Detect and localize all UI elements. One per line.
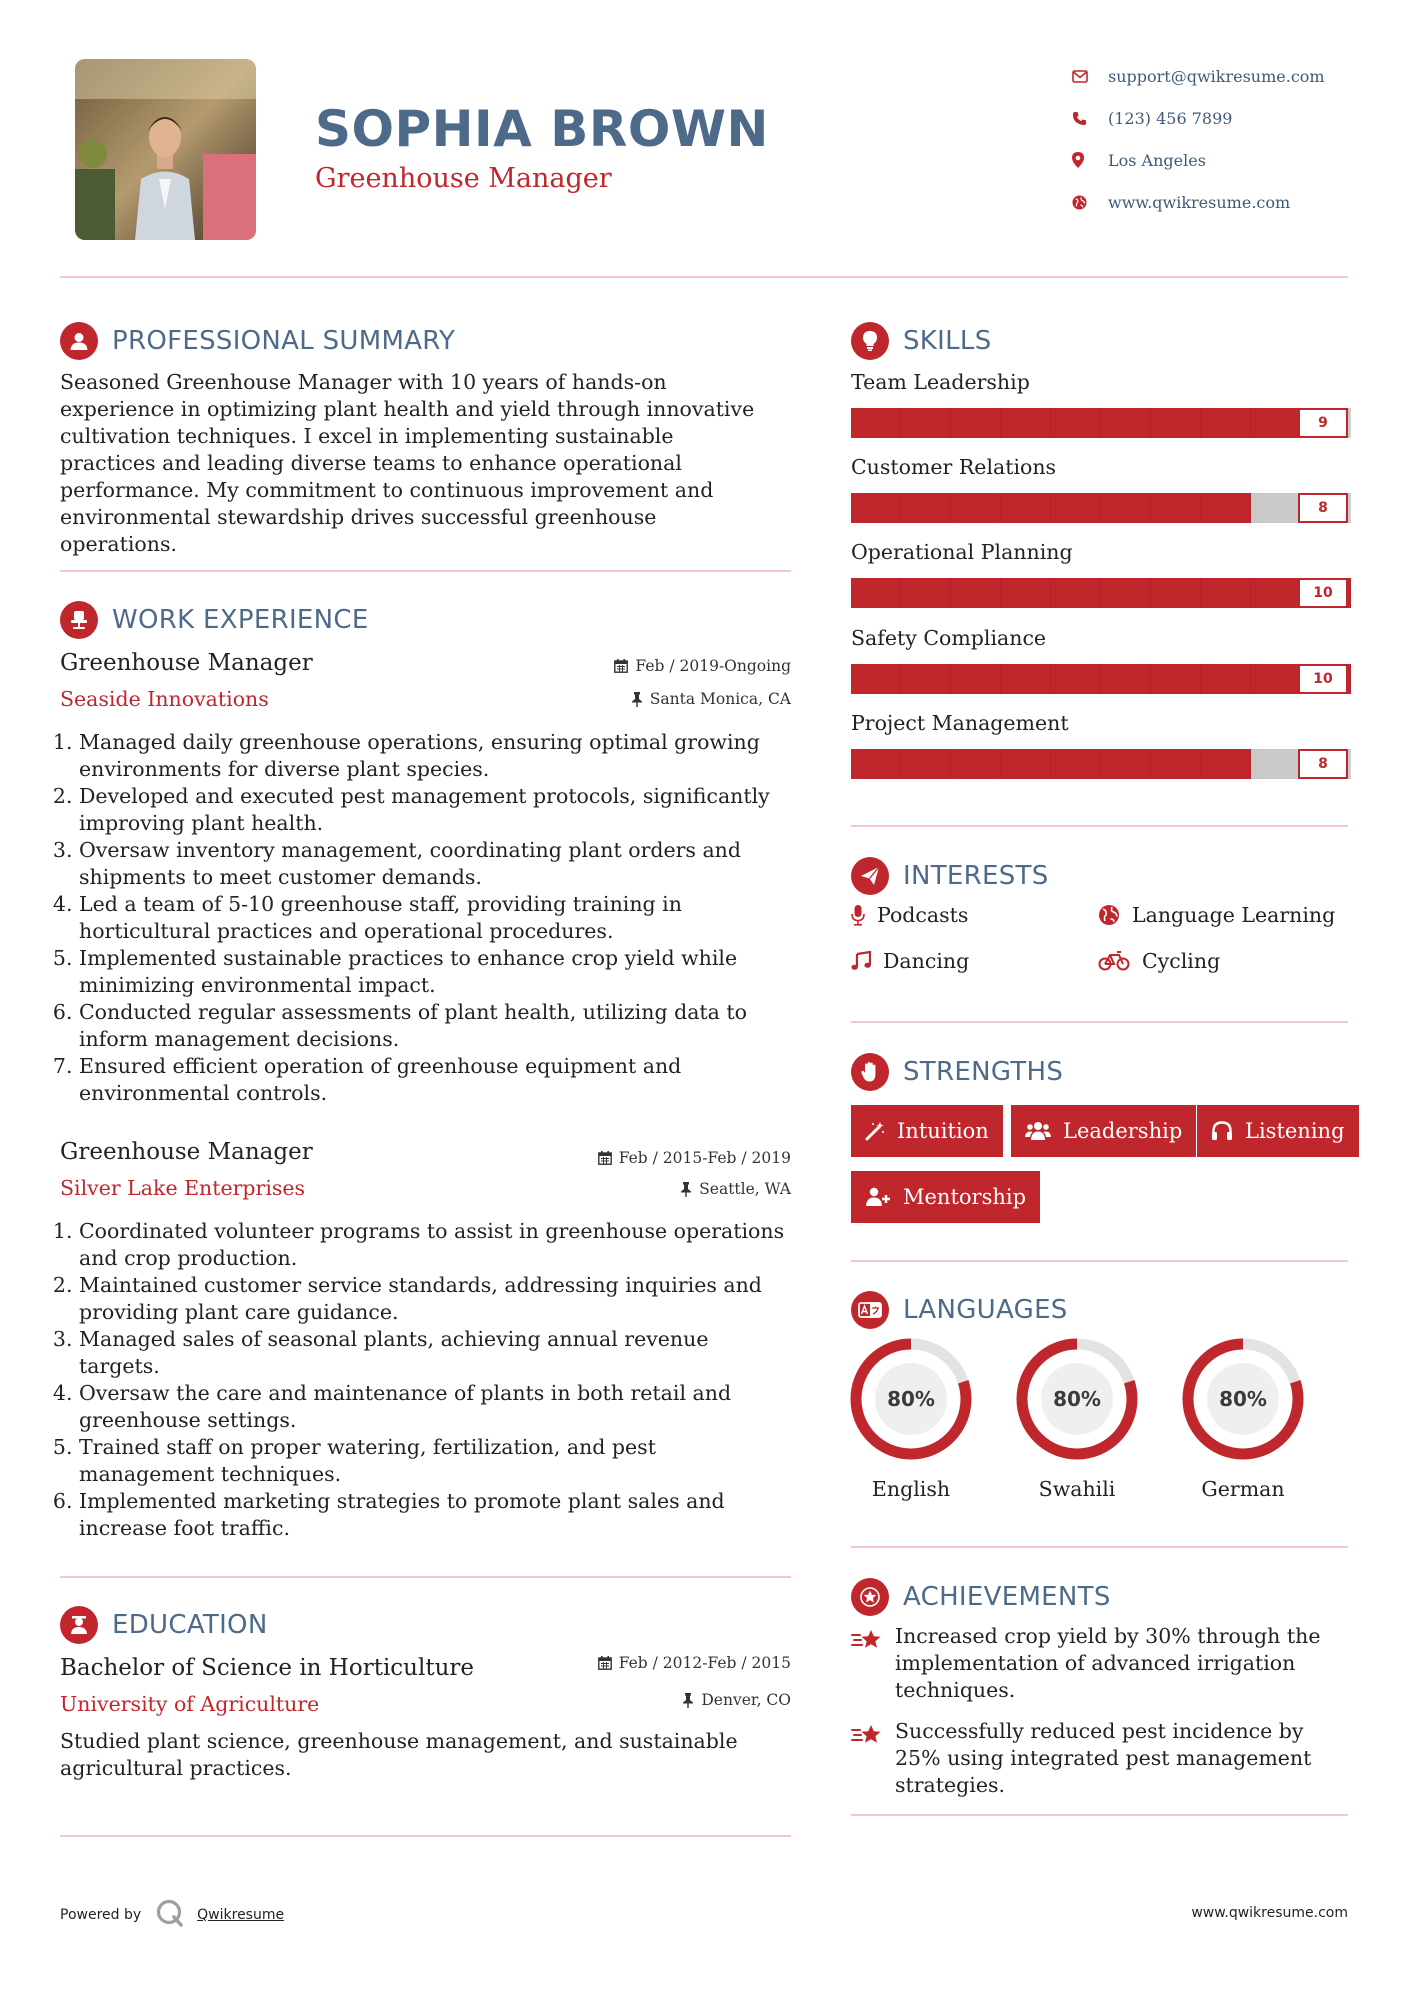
contact-phone[interactable]	[1072, 97, 1325, 139]
footer-powered-by	[60, 1898, 284, 1932]
skill-segment	[1001, 664, 1051, 694]
job-company: Silver Lake Enterprises	[60, 1176, 306, 1200]
skill-segment	[851, 664, 901, 694]
calendar-icon	[598, 1151, 612, 1165]
skill-segment	[851, 408, 901, 438]
language-label: English	[871, 1477, 951, 1501]
skill-segment	[1201, 493, 1251, 523]
section-title-summary: PROFESSIONAL SUMMARY	[60, 322, 455, 360]
skill-segment	[1051, 408, 1101, 438]
microphone-icon	[851, 904, 865, 926]
languages-divider	[851, 1546, 1348, 1548]
svg-text:80%: 80%	[887, 1387, 935, 1411]
skill-level: 9	[1298, 408, 1348, 438]
skill-segment	[1201, 664, 1251, 694]
language-item	[1181, 1337, 1305, 1501]
skill-segment	[1051, 578, 1101, 608]
strength-badge: Mentorship	[851, 1171, 1040, 1223]
globe-icon	[1072, 195, 1108, 210]
skill-segment	[1101, 578, 1151, 608]
language-item	[849, 1337, 973, 1501]
skill-segment	[1051, 749, 1101, 779]
user-icon	[60, 322, 98, 360]
experience-divider	[60, 1576, 791, 1578]
svg-text:80%: 80%	[1053, 1387, 1101, 1411]
strengths-divider	[851, 1260, 1348, 1262]
translate-icon	[851, 1291, 889, 1329]
strength-badge: Intuition	[851, 1105, 1003, 1157]
skill-segment	[851, 493, 901, 523]
skill-segment	[1051, 493, 1101, 523]
candidate-title: Greenhouse Manager	[315, 163, 612, 194]
skill-segment	[1201, 578, 1251, 608]
skill-bar	[851, 664, 1351, 694]
skill-segment	[951, 664, 1001, 694]
skill-segment	[1251, 408, 1301, 438]
skill-segment	[901, 408, 951, 438]
language-ring	[1015, 1337, 1139, 1461]
skill-segment	[1201, 408, 1251, 438]
skill-label: Team Leadership	[851, 370, 1030, 394]
skill-segment	[1101, 749, 1151, 779]
skill-segment	[901, 578, 951, 608]
achievements-divider	[851, 1814, 1348, 1816]
headphones-icon	[1211, 1121, 1233, 1141]
skill-level: 8	[1298, 493, 1348, 523]
list-item: 5. Trained staff on proper watering, fertilization, and pest management techniques.	[79, 1434, 790, 1488]
section-title-interests: INTERESTS	[851, 857, 1049, 895]
shooting-star-icon	[851, 1722, 885, 1748]
list-item: 4. Oversaw the care and maintenance of plants in both retail and greenhouse settings.	[79, 1380, 790, 1434]
skill-segment	[1151, 578, 1201, 608]
skill-segment	[1101, 408, 1151, 438]
skill-segment	[951, 578, 1001, 608]
skills-divider	[851, 825, 1348, 827]
section-title-strengths: STRENGTHS	[851, 1053, 1063, 1091]
shooting-star-icon	[851, 1627, 885, 1653]
language-ring	[1181, 1337, 1305, 1461]
language-label: Swahili	[1038, 1477, 1116, 1501]
section-title-languages: LANGUAGES	[851, 1291, 1068, 1329]
music-note-icon	[851, 951, 871, 971]
interest-item: Dancing	[851, 949, 969, 973]
job-bullets	[60, 729, 780, 1107]
contact-location	[1072, 139, 1325, 181]
section-title-education: EDUCATION	[60, 1606, 268, 1644]
education-description: Studied plant science, greenhouse management, and sustainable agricultural practices.	[60, 1729, 738, 1780]
education-dates: Feb / 2012-Feb / 2015	[598, 1654, 791, 1672]
phone-text: (123) 456 7899	[1108, 108, 1233, 128]
location-text: Los Angeles	[1108, 150, 1206, 170]
education-location: Denver, CO	[682, 1691, 791, 1709]
job-company: Seaside Innovations	[60, 687, 269, 711]
skill-segment	[951, 408, 1001, 438]
list-item: 1. Managed daily greenhouse operations, ensuring optimal growing environments for diverse plant species.	[79, 729, 780, 783]
skill-segment	[901, 749, 951, 779]
language-label: German	[1201, 1477, 1285, 1501]
users-icon	[1025, 1121, 1051, 1141]
interests-divider	[851, 1021, 1348, 1023]
list-item: 6. Implemented marketing strategies to promote plant sales and increase foot traffic.	[79, 1488, 790, 1542]
education-divider	[60, 1835, 791, 1837]
candidate-name: SOPHIA BROWN	[315, 100, 769, 158]
envelope-icon	[1072, 70, 1108, 83]
list-item: 6. Conducted regular assessments of plant health, utilizing data to inform management decisions.	[79, 999, 780, 1053]
phone-icon	[1072, 111, 1108, 126]
skill-segment	[1101, 664, 1151, 694]
qwikresume-logo-icon	[155, 1898, 185, 1932]
section-title-experience: WORK EXPERIENCE	[60, 601, 369, 639]
skill-segment	[1251, 664, 1301, 694]
list-item: 5. Implemented sustainable practices to enhance crop yield while minimizing environmental impact.	[79, 945, 780, 999]
header-divider	[60, 276, 1348, 278]
skill-segment	[1001, 749, 1051, 779]
skill-segment	[1151, 664, 1201, 694]
profile-photo	[75, 59, 256, 240]
summary-text: Seasoned Greenhouse Manager with 10 years of hands-on experience in optimizing plant health and yield through innovative cultivation techniques. I excel in implementing sustainable practices and leading diverse teams to enhance operational performance. My commitment to continuous improvement and environmental stewardship drives successful greenhouse operations.	[60, 370, 755, 556]
skill-segment	[851, 578, 901, 608]
email-text: support@qwikresume.com	[1108, 66, 1325, 86]
job-dates: Feb / 2019-Ongoing	[614, 657, 791, 675]
skill-segment	[1001, 408, 1051, 438]
skill-bar	[851, 578, 1351, 608]
calendar-icon	[614, 659, 628, 673]
briefcase-chair-icon	[60, 601, 98, 639]
skill-segment	[1151, 749, 1201, 779]
svg-text:80%: 80%	[1219, 1387, 1267, 1411]
skill-segment	[1151, 408, 1201, 438]
list-item: 2. Developed and executed pest management protocols, significantly improving plant health.	[79, 783, 780, 837]
hand-icon	[851, 1053, 889, 1091]
job-location: Santa Monica, CA	[631, 690, 791, 708]
list-item: 3. Managed sales of seasonal plants, achieving annual revenue targets.	[79, 1326, 790, 1380]
language-item	[1015, 1337, 1139, 1501]
skill-segment	[1001, 493, 1051, 523]
skill-segment	[1151, 493, 1201, 523]
map-pin-icon	[1072, 152, 1108, 168]
skill-segment	[1201, 749, 1251, 779]
footer-website[interactable]: www.qwikresume.com	[1191, 1905, 1348, 1921]
achievement-item: Successfully reduced pest incidence by 25% using integrated pest management strategies.	[851, 1718, 1348, 1799]
interest-item: Language Learning	[1098, 903, 1335, 927]
star-badge-icon	[851, 1578, 889, 1616]
summary-divider	[60, 570, 791, 572]
skill-segment	[1101, 493, 1151, 523]
skill-segment	[901, 664, 951, 694]
lightbulb-icon	[851, 322, 889, 360]
skill-segment	[1251, 578, 1301, 608]
contact-list	[1072, 55, 1325, 223]
language-ring	[849, 1337, 973, 1461]
interest-item: Cycling	[1098, 949, 1220, 973]
pushpin-icon	[631, 692, 643, 707]
degree-title: Bachelor of Science in Horticulture	[60, 1655, 475, 1681]
calendar-icon	[598, 1656, 612, 1670]
skill-segment	[901, 493, 951, 523]
skill-segment	[1001, 578, 1051, 608]
section-title-skills: SKILLS	[851, 322, 992, 360]
achievement-item: Increased crop yield by 30% through the implementation of advanced irrigation techniques.	[851, 1623, 1348, 1704]
job-location: Seattle, WA	[680, 1180, 791, 1198]
skill-segment	[951, 749, 1001, 779]
section-title-achievements: ACHIEVEMENTS	[851, 1578, 1111, 1616]
job-dates: Feb / 2015-Feb / 2019	[598, 1149, 791, 1167]
skill-bar	[851, 408, 1351, 438]
list-item: 1. Coordinated volunteer programs to assist in greenhouse operations and crop production.	[79, 1218, 790, 1272]
pushpin-icon	[680, 1182, 692, 1197]
contact-website[interactable]	[1072, 181, 1325, 223]
paper-plane-icon	[851, 857, 889, 895]
list-item: 3. Oversaw inventory management, coordinating plant orders and shipments to meet customer demands.	[79, 837, 780, 891]
skill-bar	[851, 749, 1351, 779]
skill-segment	[951, 493, 1001, 523]
website-text: www.qwikresume.com	[1108, 192, 1291, 212]
strength-badge: Listening	[1197, 1105, 1359, 1157]
pushpin-icon	[682, 1693, 694, 1708]
skill-segment	[851, 749, 901, 779]
skill-level: 8	[1298, 749, 1348, 779]
powered-by-text: Powered by	[60, 1907, 142, 1923]
bicycle-icon	[1098, 951, 1130, 971]
qwikresume-link[interactable]: Qwikresume	[197, 1907, 285, 1923]
job-bullets	[60, 1218, 790, 1542]
skill-bar	[851, 493, 1351, 523]
magic-wand-icon	[865, 1121, 885, 1141]
globe-icon	[1098, 904, 1120, 926]
skill-segment	[1051, 664, 1101, 694]
list-item: 4. Led a team of 5-10 greenhouse staff, providing training in horticultural practices and operational procedures.	[79, 891, 780, 945]
skill-label: Operational Planning	[851, 540, 1073, 564]
list-item: 2. Maintained customer service standards, addressing inquiries and providing plant care guidance.	[79, 1272, 790, 1326]
skill-level: 10	[1298, 664, 1348, 694]
list-item: 7. Ensured efficient operation of greenhouse equipment and environmental controls.	[79, 1053, 780, 1107]
strength-badge: Leadership	[1011, 1105, 1196, 1157]
user-plus-icon	[865, 1187, 891, 1207]
job-title: Greenhouse Manager	[60, 650, 313, 676]
skill-segment	[1251, 493, 1301, 523]
graduation-icon	[60, 1606, 98, 1644]
skill-segment	[1251, 749, 1301, 779]
skill-label: Customer Relations	[851, 455, 1057, 479]
contact-email[interactable]	[1072, 55, 1325, 97]
interest-item: Podcasts	[851, 903, 968, 927]
skill-label: Safety Compliance	[851, 626, 1047, 650]
job-title: Greenhouse Manager	[60, 1139, 313, 1165]
school-name: University of Agriculture	[60, 1692, 320, 1716]
skill-level: 10	[1298, 578, 1348, 608]
skill-label: Project Management	[851, 711, 1069, 735]
